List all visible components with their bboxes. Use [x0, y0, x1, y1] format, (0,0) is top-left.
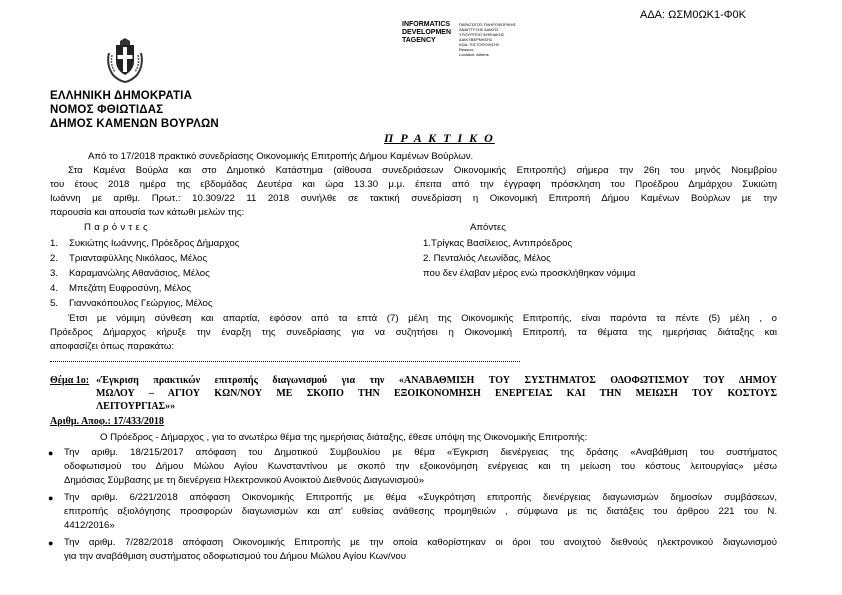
- para2-line3: αποφασίζει όπως παρακάτω:: [50, 341, 175, 352]
- stamp-small-line: Reason:: [459, 47, 474, 52]
- bullet2-line3: 4412/2016»: [64, 520, 115, 531]
- bullet-icon: ●: [48, 493, 54, 503]
- present-member: Τριανταφύλλης Νικόλαος, Μέλος: [69, 253, 207, 264]
- bullet3-line1: Την αριθμ. 7/282/2018 απόφαση Οικονομικής Επιτροπής με την οποία καθορίστηκαν οι όροι του ανοιχτού διεθνούς ηλεκτρονικού διαγωνισμού: [64, 537, 777, 548]
- intro-line: Από το 17/2018 πρακτικό συνεδρίασης Οικονομικής Επιτροπής Δήμου Καμένων Βούρλων.: [88, 151, 474, 162]
- present-num: 1.: [50, 238, 59, 249]
- dotted-separator: [50, 361, 520, 362]
- header-republic: ΕΛΛΗΝΙΚΗ ΔΗΜΟΚΡΑΤΙΑ: [50, 90, 193, 102]
- para1-line3: Ιωάννη με αριθμ. Πρωτ.: 10.309/22 11 2018 συνήλθε σε τακτική συνεδρίαση η Οικονομική Επιτροπή Δήμου Καμένων Βούρλων με την: [50, 193, 777, 204]
- stamp-small-line: ΔΙΑΚΥΒΕΡΝΗΣΗΣ: [459, 37, 493, 42]
- thema-line1: «Έγκριση πρακτικών επιτροπής διαγωνισμού για την «ΑΝΑΒΑΘΜΙΣΗ ΤΟΥ ΣΥΣΤΗΜΑΤΟΣ ΟΔΟΦΩΤΙΣΜΟΥ ΤΟΥ ΔΗΜΟΥ: [96, 375, 777, 386]
- stamp-small-line: Location: Athens: [459, 52, 489, 57]
- para2-line2: Πρόεδρος Δήμαρχος κήρυξε την έναρξη της συνεδρίασης για να συζητήσει η Οικονομική Επιτροπή, τα θέματα της ημερήσιας διάταξης και: [50, 327, 777, 338]
- ada-code: ΑΔΑ: ΩΣΜ0ΩΚ1-Φ0Κ: [640, 9, 747, 21]
- present-member: Μπεζάτη Ευφροσύνη, Μέλος: [69, 283, 191, 294]
- bullet-icon: ●: [48, 448, 54, 458]
- para1-line2: του έτους 2018 ημέρα της εβδομάδας Δευτέρα και ώρα 13.30 μ.μ. έπειτα από την έγγραφη πρόσκληση του Προέδρου Δημάρχου Συκιώτη: [50, 179, 777, 190]
- para1-line1: Στα Καμένα Βούρλα και στο Δημοτικό Κατάστημα (αίθουσα συνεδριάσεων Οικονομικής Επιτροπής) σήμερα την 26η του μηνός Νοεμβρίου: [68, 165, 777, 176]
- present-num: 3.: [50, 268, 59, 279]
- bullet1-line1: Την αριθμ. 18/215/2017 απόφαση του Δημοτικού Συμβουλίου με θέμα «Έγκριση διενέργειας της δράσης «Αναβάθμιση του συστήματος: [64, 447, 777, 458]
- bullet2-line1: Την αριθμ. 6/221/2018 απόφαση Οικονομικής Επιτροπής με θέμα «Συγκρότηση επιτροπής διενέργειας διαγωνισμών δημοσίων συμβάσεων,: [64, 492, 777, 503]
- absent-heading: Απόντες: [470, 222, 506, 233]
- absent-note: που δεν έλαβαν μέρος ενώ προσκλήθηκαν νόμιμα: [423, 268, 636, 279]
- para2-line1: Έτσι με νόμιμη σύνθεση και απαρτία, εφόσον από τα επτά (7) μέλη της Οικονομικής Επιτροπής, είναι παρόντα τα πέντε (5) μέλη , ο: [68, 313, 777, 324]
- stamp-small-line: ΥΠΟΥΡΓΕΙΟ ΨΗΦΙΑΚΗΣ: [459, 32, 505, 37]
- decision-number: Αριθμ. Αποφ.: 17/433/2018: [50, 416, 164, 427]
- bullet1-line3: Δημόσιας Σύμβασης με τη διενέργεια Ηλεκτρονικού Ανοικτού Διεθνούς Διαγωνισμού»: [64, 475, 425, 486]
- stamp-small-line: ΑΝΑΠΤΥΞΗΣ ΔΙΑΚΗΣ: [459, 27, 499, 32]
- stamp-line: DEVELOPMEN: [402, 29, 452, 36]
- digital-signature-stamp: [402, 21, 522, 57]
- document-title: Π Ρ Α Κ Τ Ι Κ Ο: [384, 131, 495, 145]
- present-member: Γιαννακόπουλος Γεώργιος, Μέλος: [69, 298, 213, 309]
- present-heading: Π α ρ ό ν τ ε ς: [84, 222, 148, 233]
- bullet1-line2: οδοφωτισμού του Δήμου Μώλου Αγίου Κωνσταντίνου με σκοπό την εξοικονόμηση ενέργειας και τη μείωση του κόστους λειτουργίας» μέσω: [64, 461, 777, 472]
- greek-seal-icon: [103, 37, 147, 83]
- stamp-small-line: ΚΩΔ. ΠΙΣΤΟΠΟΙΗΣΗΣ: [459, 42, 500, 47]
- absent-member: 1.Τρίγκας Βασίλειος, Αντιπρόεδρος: [423, 238, 573, 249]
- present-num: 2.: [50, 253, 59, 264]
- thema-label: Θέμα 1ο:: [50, 375, 90, 386]
- header-municipality: ΔΗΜΟΣ ΚΑΜΕΝΩΝ ΒΟΥΡΛΩΝ: [50, 118, 219, 130]
- thema-line2: ΜΩΛΟΥ – ΑΓΙΟΥ ΚΩΝ/ΝΟΥ ΜΕ ΣΚΟΠΟ ΤΗΝ ΕΞΟΙΚΟΝΟΜΗΣΗ ΕΝΕΡΓΕΙΑΣ ΚΑΙ ΤΗΝ ΜΕΙΩΣΗ ΤΟΥ ΚΟΣΤΟΥΣ: [96, 388, 777, 399]
- present-num: 5.: [50, 298, 59, 309]
- present-member: Καραμανώλης Αθανάσιος, Μέλος: [69, 268, 210, 279]
- para1-line4: παρουσία και απουσία των κάτωθι μελών της:: [50, 207, 245, 218]
- present-num: 4.: [50, 283, 59, 294]
- stamp-line: TAGENCY: [402, 37, 436, 44]
- header-prefecture: ΝΟΜΟΣ ΦΘΙΩΤΙΔΑΣ: [50, 104, 164, 116]
- intro2-line: Ο Πρόεδρος - Δήμαρχος , για το ανωτέρω θέμα της ημερήσιας διάταξης, έθεσε υπόψη της Οικονομικής Επιτροπής:: [100, 432, 588, 443]
- present-member: Συκιώτης Ιωάννης, Πρόεδρος Δήμαρχος: [69, 238, 240, 249]
- absent-member: 2. Πενταλιός Λεωνίδας, Μέλος: [423, 253, 551, 264]
- stamp-line: INFORMATICS: [402, 21, 451, 28]
- bullet2-line2: επιτροπής αξιολόγησης προσφορών διαγωνισμών και απ' ευθείας ανάθεσης προμηθειών , σύμφωνα με τις διατάξεις του άρθρου 221 του Ν.: [64, 506, 777, 517]
- stamp-small-line: ΠΑΡΑΓΩΓΟΣ ΠΛΗΡΟΦΟΡΙΚΗΣ: [459, 22, 517, 27]
- bullet-icon: ●: [48, 538, 54, 548]
- bullet3-line2: για την αναβάθμιση συστήματος οδοφωτισμού του Δήμου Μώλου Αγίου Κων/νου: [64, 551, 406, 562]
- thema-line3: ΛΕΙΤΟΥΡΓΙΑΣ»»: [96, 401, 176, 412]
